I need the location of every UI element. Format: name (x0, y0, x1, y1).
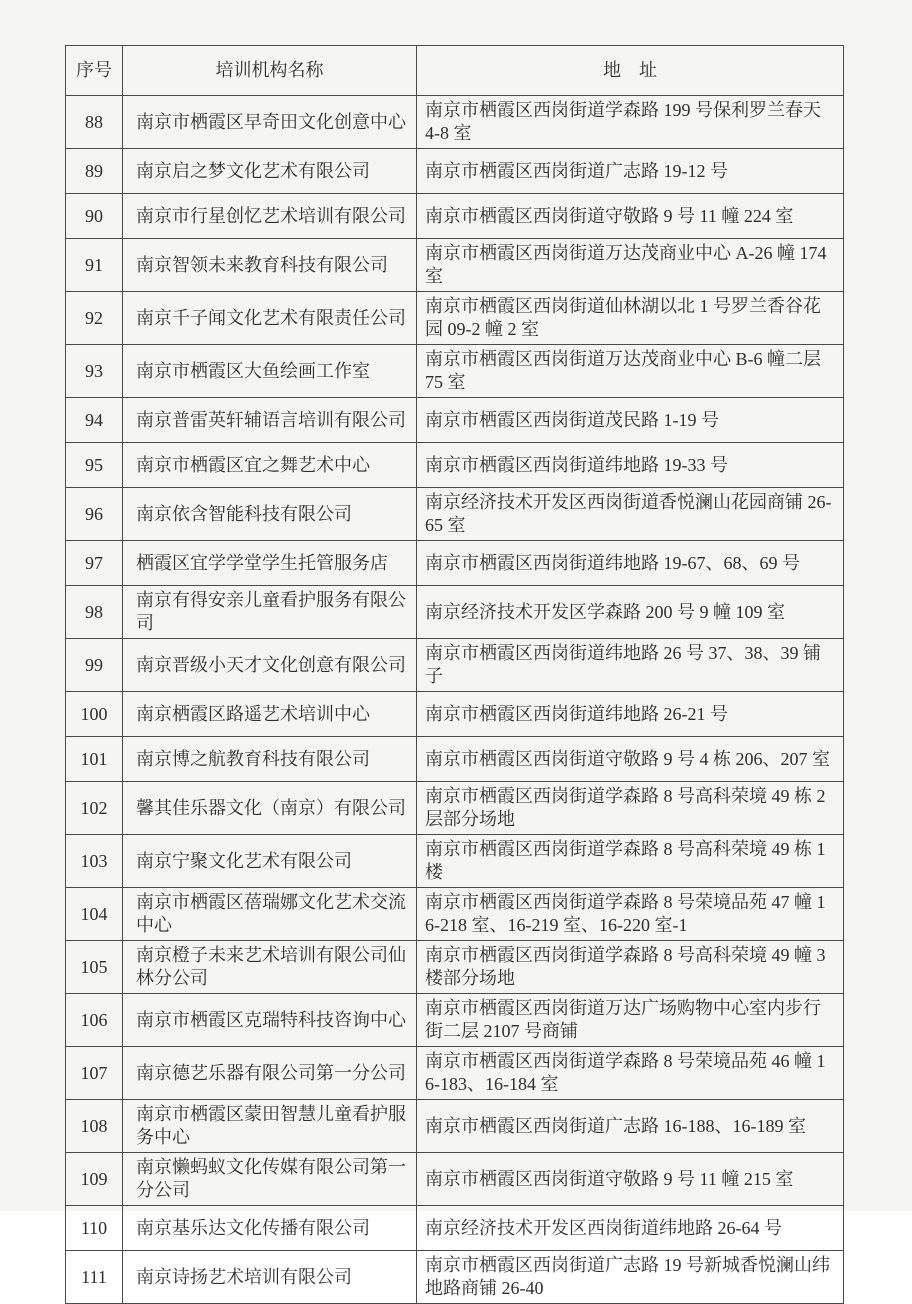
cell-institution-name: 栖霞区宜学学堂学生托管服务店 (123, 541, 417, 586)
table-header (66, 46, 844, 96)
header-row (66, 46, 844, 96)
cell-serial-number: 110 (66, 1206, 123, 1251)
cell-address: 南京市栖霞区西岗街道广志路 19-12 号 (417, 149, 844, 194)
header-institution-name: 培训机构名称 (123, 46, 417, 96)
cell-address: 南京市栖霞区西岗街道纬地路 26-21 号 (417, 692, 844, 737)
cell-address: 南京市栖霞区西岗街道万达茂商业中心 B-6 幢二层 75 室 (417, 345, 844, 398)
cell-address: 南京市栖霞区西岗街道守敬路 9 号 11 幢 224 室 (417, 194, 844, 239)
cell-address: 南京市栖霞区西岗街道守敬路 9 号 11 幢 215 室 (417, 1153, 844, 1206)
cell-institution-name: 南京市栖霞区克瑞特科技咨询中心 (123, 994, 417, 1047)
table-row (66, 692, 844, 737)
cell-institution-name: 南京橙子未来艺术培训有限公司仙林分公司 (123, 941, 417, 994)
header-serial-number: 序号 (66, 46, 123, 96)
cell-serial-number: 108 (66, 1100, 123, 1153)
cell-institution-name: 南京宁聚文化艺术有限公司 (123, 835, 417, 888)
table-row (66, 835, 844, 888)
table-row (66, 586, 844, 639)
cell-address: 南京市栖霞区西岗街道学森路 8 号高科荣境 49 栋 1 楼 (417, 835, 844, 888)
table-row (66, 888, 844, 941)
cell-serial-number: 98 (66, 586, 123, 639)
cell-address: 南京市栖霞区西岗街道学森路 8 号荣境品苑 47 幢 16-218 室、16-219 室、16-220 室-1 (417, 888, 844, 941)
cell-address: 南京市栖霞区西岗街道学森路 8 号高科荣境 49 栋 2 层部分场地 (417, 782, 844, 835)
table-row (66, 1251, 844, 1304)
table-row (66, 994, 844, 1047)
cell-serial-number: 92 (66, 292, 123, 345)
cell-serial-number: 109 (66, 1153, 123, 1206)
cell-serial-number: 101 (66, 737, 123, 782)
cell-address: 南京市栖霞区西岗街道万达茂商业中心 A-26 幢 174 室 (417, 239, 844, 292)
table-row (66, 292, 844, 345)
cell-serial-number: 96 (66, 488, 123, 541)
table-row (66, 194, 844, 239)
cell-institution-name: 南京基乐达文化传播有限公司 (123, 1206, 417, 1251)
table-row (66, 239, 844, 292)
table-row (66, 782, 844, 835)
cell-institution-name: 南京启之梦文化艺术有限公司 (123, 149, 417, 194)
table-row (66, 941, 844, 994)
cell-serial-number: 103 (66, 835, 123, 888)
cell-address: 南京市栖霞区西岗街道广志路 16-188、16-189 室 (417, 1100, 844, 1153)
table-row (66, 737, 844, 782)
cell-address: 南京市栖霞区西岗街道学森路 8 号荣境品苑 46 幢 16-183、16-184 室 (417, 1047, 844, 1100)
table-row (66, 398, 844, 443)
cell-institution-name: 南京千子闻文化艺术有限责任公司 (123, 292, 417, 345)
cell-institution-name: 南京懒蚂蚁文化传媒有限公司第一分公司 (123, 1153, 417, 1206)
cell-serial-number: 94 (66, 398, 123, 443)
cell-serial-number: 93 (66, 345, 123, 398)
cell-serial-number: 111 (66, 1251, 123, 1304)
table-row (66, 443, 844, 488)
table-row (66, 1047, 844, 1100)
cell-institution-name: 南京市栖霞区早奇田文化创意中心 (123, 96, 417, 149)
cell-address: 南京经济技术开发区西岗街道纬地路 26-64 号 (417, 1206, 844, 1251)
cell-serial-number: 102 (66, 782, 123, 835)
cell-institution-name: 南京德艺乐器有限公司第一分公司 (123, 1047, 417, 1100)
table-row (66, 488, 844, 541)
cell-serial-number: 89 (66, 149, 123, 194)
cell-serial-number: 88 (66, 96, 123, 149)
cell-address: 南京市栖霞区西岗街道仙林湖以北 1 号罗兰香谷花园 09-2 幢 2 室 (417, 292, 844, 345)
cell-institution-name: 南京智领未来教育科技有限公司 (123, 239, 417, 292)
cell-address: 南京市栖霞区西岗街道纬地路 19-67、68、69 号 (417, 541, 844, 586)
cell-serial-number: 105 (66, 941, 123, 994)
table-row (66, 541, 844, 586)
cell-institution-name: 南京市栖霞区蒙田智慧儿童看护服务中心 (123, 1100, 417, 1153)
cell-institution-name: 南京市栖霞区蓓瑞娜文化艺术交流中心 (123, 888, 417, 941)
cell-address: 南京经济技术开发区西岗街道香悦澜山花园商铺 26-65 室 (417, 488, 844, 541)
cell-address: 南京市栖霞区西岗街道纬地路 26 号 37、38、39 铺子 (417, 639, 844, 692)
cell-address: 南京市栖霞区西岗街道万达广场购物中心室内步行街二层 2107 号商铺 (417, 994, 844, 1047)
cell-institution-name: 南京博之航教育科技有限公司 (123, 737, 417, 782)
cell-serial-number: 91 (66, 239, 123, 292)
cell-serial-number: 90 (66, 194, 123, 239)
cell-institution-name: 南京依含智能科技有限公司 (123, 488, 417, 541)
cell-institution-name: 南京市行星创忆艺术培训有限公司 (123, 194, 417, 239)
cell-serial-number: 100 (66, 692, 123, 737)
cell-institution-name: 南京晋级小天才文化创意有限公司 (123, 639, 417, 692)
training-institutions-table (65, 45, 844, 1304)
cell-institution-name: 南京栖霞区路遥艺术培训中心 (123, 692, 417, 737)
table-row (66, 639, 844, 692)
cell-serial-number: 95 (66, 443, 123, 488)
cell-institution-name: 南京市栖霞区大鱼绘画工作室 (123, 345, 417, 398)
cell-serial-number: 106 (66, 994, 123, 1047)
table-row (66, 1153, 844, 1206)
cell-address: 南京市栖霞区西岗街道纬地路 19-33 号 (417, 443, 844, 488)
table-row (66, 1206, 844, 1251)
cell-address: 南京市栖霞区西岗街道学森路 8 号高科荣境 49 幢 3 楼部分场地 (417, 941, 844, 994)
table-body (66, 96, 844, 1304)
table-row (66, 96, 844, 149)
cell-serial-number: 107 (66, 1047, 123, 1100)
cell-institution-name: 南京市栖霞区宜之舞艺术中心 (123, 443, 417, 488)
cell-institution-name: 南京普雷英轩辅语言培训有限公司 (123, 398, 417, 443)
table-row (66, 149, 844, 194)
cell-serial-number: 104 (66, 888, 123, 941)
cell-serial-number: 97 (66, 541, 123, 586)
table-row (66, 345, 844, 398)
cell-address: 南京市栖霞区西岗街道茂民路 1-19 号 (417, 398, 844, 443)
cell-institution-name: 南京有得安亲儿童看护服务有限公司 (123, 586, 417, 639)
cell-institution-name: 南京诗扬艺术培训有限公司 (123, 1251, 417, 1304)
table-row (66, 1100, 844, 1153)
cell-address: 南京市栖霞区西岗街道学森路 199 号保利罗兰春天 4-8 室 (417, 96, 844, 149)
cell-institution-name: 馨其佳乐器文化（南京）有限公司 (123, 782, 417, 835)
header-address: 地 址 (417, 46, 844, 96)
cell-address: 南京经济技术开发区学森路 200 号 9 幢 109 室 (417, 586, 844, 639)
cell-address: 南京市栖霞区西岗街道广志路 19 号新城香悦澜山纬地路商铺 26-40 (417, 1251, 844, 1304)
cell-address: 南京市栖霞区西岗街道守敬路 9 号 4 栋 206、207 室 (417, 737, 844, 782)
cell-serial-number: 99 (66, 639, 123, 692)
